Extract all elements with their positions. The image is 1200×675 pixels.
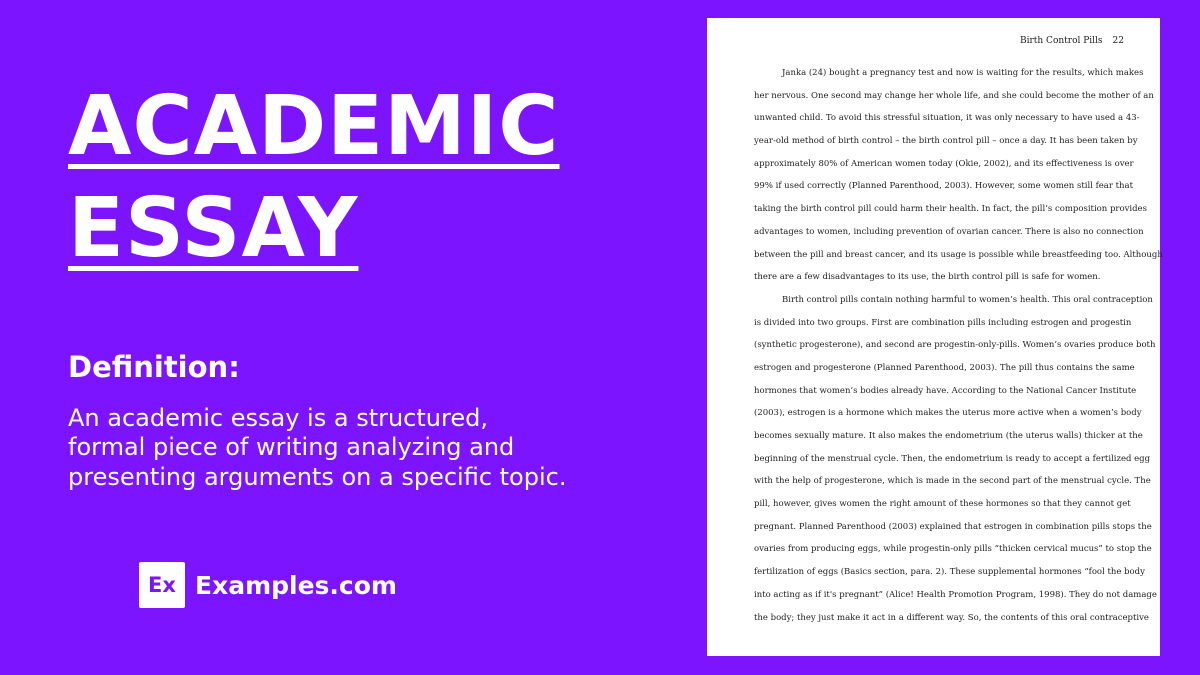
essay-line: hormones that women’s bodies already have. According to the National Cancer Institute [754,385,1137,396]
essay-line: between the pill and breast cancer, and its usage is possible while breastfeeding too. Although [754,249,1163,260]
essay-line: is divided into two groups. First are combination pills including estrogen and progestin [754,317,1132,328]
essay-page-image [707,18,1163,656]
essay-line: Birth control pills contain nothing harmful to women’s health. This oral contraception [782,294,1153,305]
essay-line: pregnant. Planned Parenthood (2003) explained that estrogen in combination pills stops the [754,521,1152,532]
essay-line: into acting as if it's pregnant” (Alice! Health Promotion Program, 1998). They do not damage [754,589,1157,600]
essay-line: there are a few disadvantages to its use, the birth control pill is safe for women. [754,272,1101,283]
essay-line: with the help of progesterone, which is made in the second part of the menstrual cycle. The [754,476,1151,487]
essay-line: advantages to women, including prevention of ovarian cancer. There is also no connection [754,226,1144,237]
essay-line: approximately 80% of American women today (Okie, 2002), and its effectiveness is over [754,158,1134,169]
running-head-title: Birth Control Pills [1019,36,1103,46]
brand-name: Examples.com [195,570,397,600]
examples-brand [139,562,397,608]
essay-line: pill, however, gives women the right amount of these hormones so that they cannot get [754,499,1131,510]
essay-line: fertilization of eggs (Basics section, para. 2). These supplemental hormones “fool the body [754,567,1145,578]
definition-heading: Definition: [68,350,240,384]
essay-line: 99% if used correctly (Planned Parenthood, 2003). However, some women still fear that [754,181,1133,192]
essay-line: unwanted child. To avoid this stressful situation, it was only necessary to have used a 43- [754,113,1140,124]
essay-line: taking the birth control pill could harm their health. In fact, the pill’s composition provides [754,204,1147,215]
title-line-2: ESSAY [68,181,359,276]
running-head [1020,36,1124,46]
essay-line: Janka (24) bought a pregnancy test and now is waiting for the results, which makes [782,68,1144,78]
title-line-1: ACADEMIC [68,79,560,174]
essay-body [754,62,1163,629]
essay-line: year-old method of birth control – the birth control pill – once a day. It has been taken by [754,136,1138,147]
essay-line: the body; they just make it act in a different way. So, the contents of this oral contraceptive [754,612,1149,623]
essay-line: estrogen and progesterone (Planned Parenthood, 2003). The pill thus contains the same [754,362,1135,373]
essay-line: (2003), estrogen is a hormone which makes the uterus more active when a women’s body [754,408,1142,419]
examples-logo-icon: Ex [139,562,185,608]
essay-line: beginning of the menstrual cycle. Then, the endometrium is ready to accept a fertilized egg [754,453,1151,464]
essay-line: becomes sexually mature. It also makes the endometrium (the uterus walls) thicker at the [754,431,1143,441]
definition-text: An academic essay is a structured, formal piece of writing analyzing and presenting arguments on a specific topic. [68,404,567,491]
essay-line: her nervous. One second may change her whole life, and she could become the mother of an [754,90,1154,101]
page-number: 22 [1112,36,1124,46]
essay-line: (synthetic progesterone), and second are progestin-only-pills. Women’s ovaries produce both [754,340,1156,351]
essay-line: ovaries from producing eggs, while progestin-only pills “thicken cervical mucus” to stop the [754,544,1152,555]
